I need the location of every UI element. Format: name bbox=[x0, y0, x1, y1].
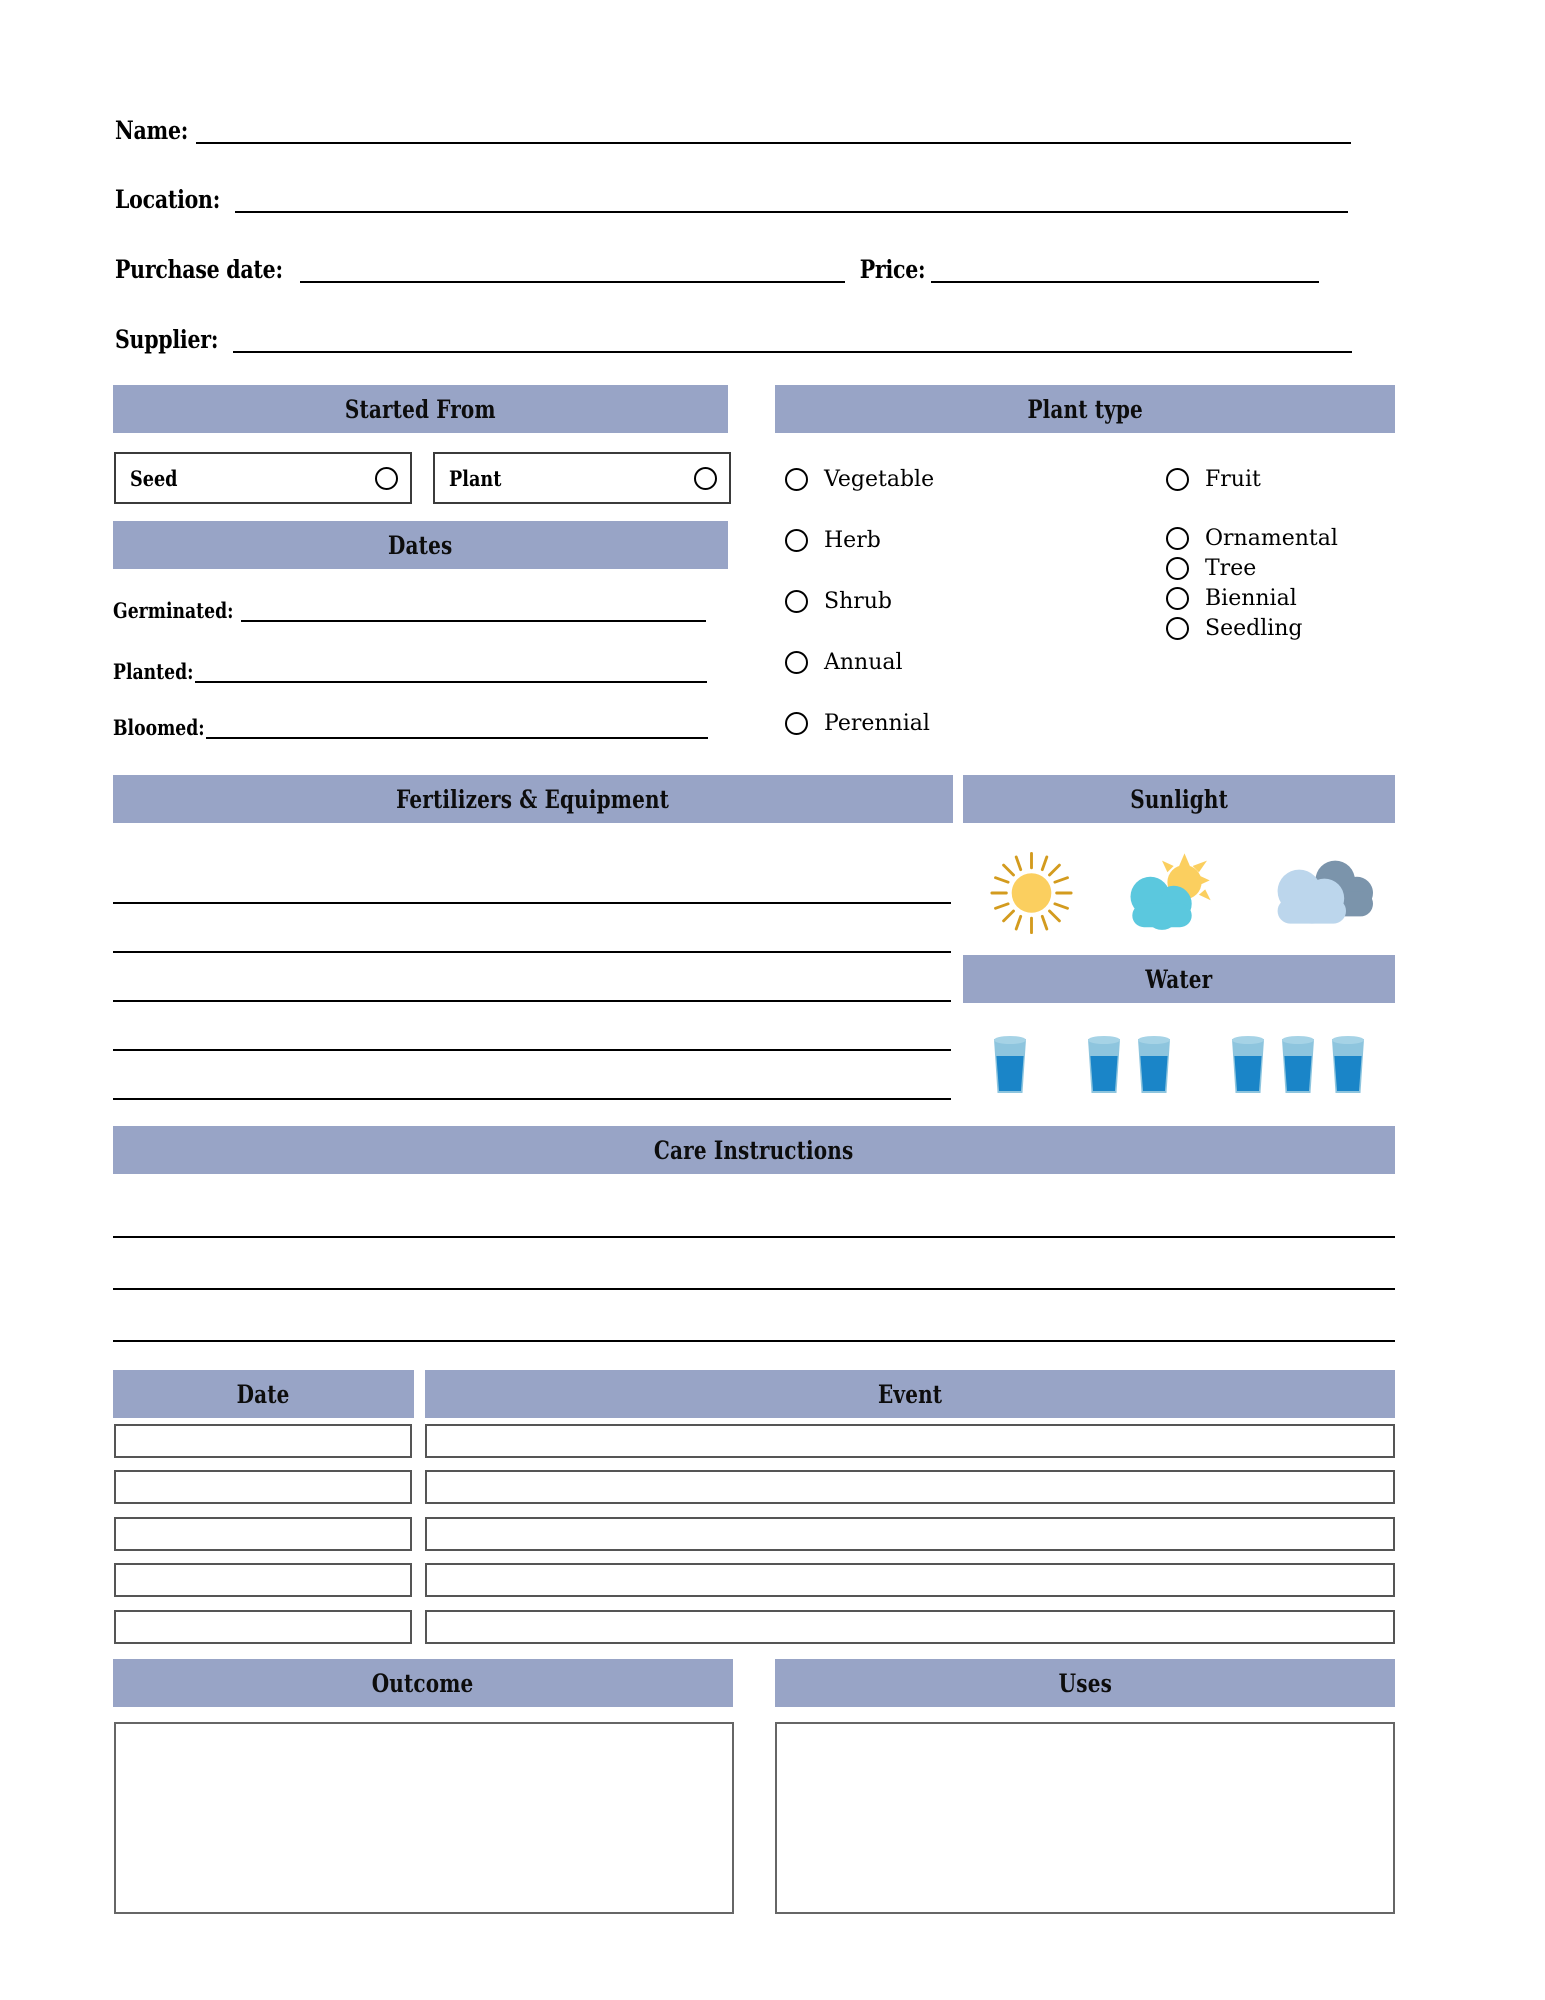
germinated-input[interactable] bbox=[241, 600, 706, 622]
bloomed-input[interactable] bbox=[206, 717, 708, 739]
purchase-date-label: Purchase date: bbox=[115, 255, 283, 284]
shrub-label: Shrub bbox=[824, 589, 893, 614]
started-from-title: Started From bbox=[345, 394, 496, 424]
bloomed-row bbox=[113, 717, 708, 739]
water-glass-icon bbox=[989, 1034, 1031, 1096]
log-event-cell[interactable] bbox=[425, 1470, 1395, 1504]
purchase-date-field-row bbox=[115, 257, 1319, 283]
seedling-label: Seedling bbox=[1205, 616, 1303, 641]
water-option-high[interactable] bbox=[1227, 1034, 1369, 1096]
outcome-textarea[interactable] bbox=[114, 1722, 734, 1914]
water-title: Water bbox=[1145, 964, 1213, 994]
biennial-label: Biennial bbox=[1205, 586, 1297, 611]
supplier-input[interactable] bbox=[233, 327, 1352, 353]
plant-type-option-shrub[interactable] bbox=[785, 587, 934, 617]
germinated-label: Germinated: bbox=[113, 598, 234, 623]
log-table-header-date bbox=[113, 1370, 414, 1418]
dates-title: Dates bbox=[388, 530, 453, 560]
plant-label: Plant bbox=[449, 465, 502, 491]
log-event-cell[interactable] bbox=[425, 1610, 1395, 1644]
water-option-low[interactable] bbox=[989, 1034, 1031, 1096]
bloomed-label: Bloomed: bbox=[113, 715, 205, 740]
water-glass-icon bbox=[1133, 1034, 1175, 1096]
care-line-3[interactable] bbox=[113, 1340, 1395, 1342]
fertilizer-line-2[interactable] bbox=[113, 951, 951, 953]
log-date-cell[interactable] bbox=[114, 1517, 412, 1551]
vegetable-label: Vegetable bbox=[824, 467, 935, 492]
log-event-cell[interactable] bbox=[425, 1563, 1395, 1597]
germinated-row bbox=[113, 600, 706, 622]
plant-type-option-tree[interactable] bbox=[1166, 554, 1338, 584]
water-glass-icon bbox=[1327, 1034, 1369, 1096]
sunlight-header bbox=[963, 775, 1395, 823]
planted-row bbox=[113, 661, 707, 683]
plant-type-option-herb[interactable] bbox=[785, 526, 934, 556]
uses-title: Uses bbox=[1058, 1668, 1112, 1698]
annual-label: Annual bbox=[824, 650, 903, 675]
vegetable-radio[interactable] bbox=[785, 468, 808, 491]
sunlight-title: Sunlight bbox=[1130, 784, 1228, 814]
fruit-radio[interactable] bbox=[1166, 468, 1189, 491]
log-date-cell[interactable] bbox=[114, 1470, 412, 1504]
purchase-date-input[interactable] bbox=[300, 257, 845, 283]
water-header bbox=[963, 955, 1395, 1003]
perennial-radio[interactable] bbox=[785, 712, 808, 735]
fertilizer-line-5[interactable] bbox=[113, 1098, 951, 1100]
plant-type-option-ornamental[interactable] bbox=[1166, 524, 1338, 554]
log-date-cell[interactable] bbox=[114, 1563, 412, 1597]
name-input[interactable] bbox=[196, 118, 1351, 144]
water-option-medium[interactable] bbox=[1083, 1034, 1175, 1096]
care-line-2[interactable] bbox=[113, 1288, 1395, 1290]
location-input[interactable] bbox=[235, 187, 1348, 213]
name-field-row bbox=[115, 118, 1395, 144]
water-glass-icon bbox=[1083, 1034, 1125, 1096]
water-glass-icon bbox=[1277, 1034, 1319, 1096]
sun-icon bbox=[984, 848, 1079, 938]
log-event-cell[interactable] bbox=[425, 1424, 1395, 1458]
plant-type-header bbox=[775, 385, 1395, 433]
price-label: Price: bbox=[859, 255, 925, 284]
sunlight-option-partial-sun[interactable] bbox=[1121, 848, 1221, 938]
fertilizers-title: Fertilizers & Equipment bbox=[396, 784, 670, 814]
price-input[interactable] bbox=[931, 257, 1319, 283]
outcome-header bbox=[113, 1659, 733, 1707]
tree-radio[interactable] bbox=[1166, 557, 1189, 580]
plant-type-option-biennial[interactable] bbox=[1166, 584, 1338, 614]
fertilizers-header bbox=[113, 775, 953, 823]
planted-input[interactable] bbox=[195, 661, 707, 683]
biennial-radio[interactable] bbox=[1166, 587, 1189, 610]
plant-type-option-annual[interactable] bbox=[785, 648, 934, 678]
log-date-cell[interactable] bbox=[114, 1424, 412, 1458]
fertilizer-line-4[interactable] bbox=[113, 1049, 951, 1051]
ornamental-label: Ornamental bbox=[1205, 526, 1338, 551]
plant-type-option-perennial[interactable] bbox=[785, 709, 934, 739]
dates-header bbox=[113, 521, 728, 569]
plant-type-left-column bbox=[785, 465, 934, 739]
sunlight-option-shade[interactable] bbox=[1264, 848, 1374, 938]
location-field-row bbox=[115, 187, 1395, 213]
plant-type-title: Plant type bbox=[1027, 394, 1143, 424]
uses-textarea[interactable] bbox=[775, 1722, 1395, 1914]
sun-behind-cloud-icon bbox=[1121, 848, 1221, 938]
fruit-label: Fruit bbox=[1205, 467, 1261, 492]
herb-label: Herb bbox=[824, 528, 881, 553]
care-instructions-header bbox=[113, 1126, 1395, 1174]
name-label: Name: bbox=[115, 116, 189, 145]
uses-header bbox=[775, 1659, 1395, 1707]
seedling-radio[interactable] bbox=[1166, 617, 1189, 640]
care-line-1[interactable] bbox=[113, 1236, 1395, 1238]
sunlight-options bbox=[963, 848, 1395, 938]
care-instructions-title: Care Instructions bbox=[654, 1135, 854, 1165]
supplier-field-row bbox=[115, 327, 1395, 353]
log-table-header-event bbox=[425, 1370, 1395, 1418]
started-from-header bbox=[113, 385, 728, 433]
planted-label: Planted: bbox=[113, 659, 194, 684]
fertilizer-line-3[interactable] bbox=[113, 1000, 951, 1002]
log-event-cell[interactable] bbox=[425, 1517, 1395, 1551]
perennial-label: Perennial bbox=[824, 711, 930, 736]
shrub-radio[interactable] bbox=[785, 590, 808, 613]
log-column-event: Event bbox=[877, 1379, 943, 1409]
plant-type-option-fruit[interactable] bbox=[1166, 465, 1338, 495]
location-label: Location: bbox=[115, 185, 221, 214]
supplier-label: Supplier: bbox=[115, 325, 219, 354]
log-column-date: Date bbox=[237, 1379, 290, 1409]
fertilizer-line-1[interactable] bbox=[113, 902, 951, 904]
water-options bbox=[963, 1030, 1395, 1100]
sunlight-option-full-sun[interactable] bbox=[984, 848, 1079, 938]
clouds-icon bbox=[1264, 848, 1374, 938]
plant-radio[interactable] bbox=[694, 467, 717, 490]
plant-type-option-vegetable[interactable] bbox=[785, 465, 934, 495]
annual-radio[interactable] bbox=[785, 651, 808, 674]
seed-radio[interactable] bbox=[375, 467, 398, 490]
log-date-cell[interactable] bbox=[114, 1610, 412, 1644]
water-glass-icon bbox=[1227, 1034, 1269, 1096]
seed-label: Seed bbox=[130, 465, 178, 491]
plant-type-right-column bbox=[1166, 465, 1338, 644]
plant-type-option-seedling[interactable] bbox=[1166, 614, 1338, 644]
herb-radio[interactable] bbox=[785, 529, 808, 552]
outcome-title: Outcome bbox=[372, 1668, 474, 1698]
started-from-option-seed[interactable] bbox=[114, 452, 412, 504]
tree-label: Tree bbox=[1205, 556, 1257, 581]
started-from-option-plant[interactable] bbox=[433, 452, 731, 504]
ornamental-radio[interactable] bbox=[1166, 527, 1189, 550]
